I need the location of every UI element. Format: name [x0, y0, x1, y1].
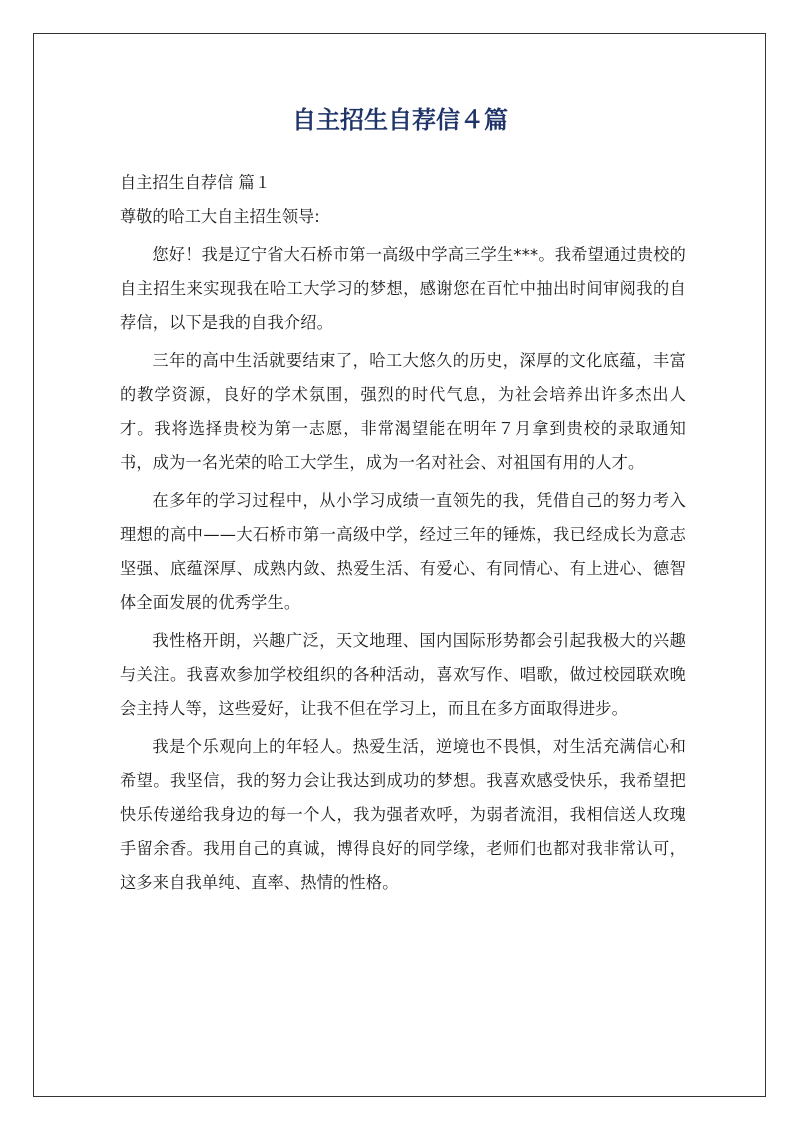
document-body — [120, 166, 686, 900]
paragraph-personality: 我是个乐观向上的年轻人。热爱生活，逆境也不畏惧，对生活充满信心和希望。我坚信，我的努力会让我达到成功的梦想。我喜欢感受快乐，我希望把快乐传递给我身边的每一个人，我为强者欢呼，为弱者流泪，我相信送人玫瑰手留余香。我用自己的真诚，博得良好的同学缘，老师们也都对我非常认可，这多来自我单纯、直率、热情的性格。 — [120, 737, 686, 892]
document-title: 自主招生自荐信４篇 — [292, 106, 508, 134]
paragraph-aspiration: 三年的高中生活就要结束了，哈工大悠久的历史，深厚的文化底蕴，丰富的教学资源，良好的学术氛围，强烈的时代气息，为社会培养出许多杰出人才。我将选择贵校为第一志愿，非常渴望能在明年７月拿到贵校的录取通知书，成为一名光荣的哈工大学生，成为一名对社会、对祖国有用的人才。 — [120, 351, 686, 472]
paragraph-interests: 我性格开朗，兴趣广泛，天文地理、国内国际形势都会引起我极大的兴趣与关注。我喜欢参加学校组织的各种活动，喜欢写作、唱歌，做过校园联欢晚会主持人等，这些爱好，让我不但在学习上，而且在多方面取得进步。 — [120, 631, 686, 718]
salutation: 尊敬的哈工大自主招生领导: — [120, 207, 320, 226]
section-heading: 自主招生自荐信 篇１ — [120, 173, 271, 192]
paragraph-greeting: 您好！我是辽宁省大石桥市第一高级中学高三学生***。我希望通过贵校的自主招生来实现我在哈工大学习的梦想，感谢您在百忙中抽出时间审阅我的自荐信，以下是我的自我介绍。 — [120, 245, 686, 332]
paragraph-study-experience: 在多年的学习过程中，从小学习成绩一直领先的我，凭借自己的努力考入理想的高中——大石桥市第一高级中学，经过三年的锤炼，我已经成长为意志坚强、底蕴深厚、成熟内敛、热爱生活、有爱心、有同情心、有上进心、德智体全面发展的优秀学生。 — [120, 491, 686, 612]
